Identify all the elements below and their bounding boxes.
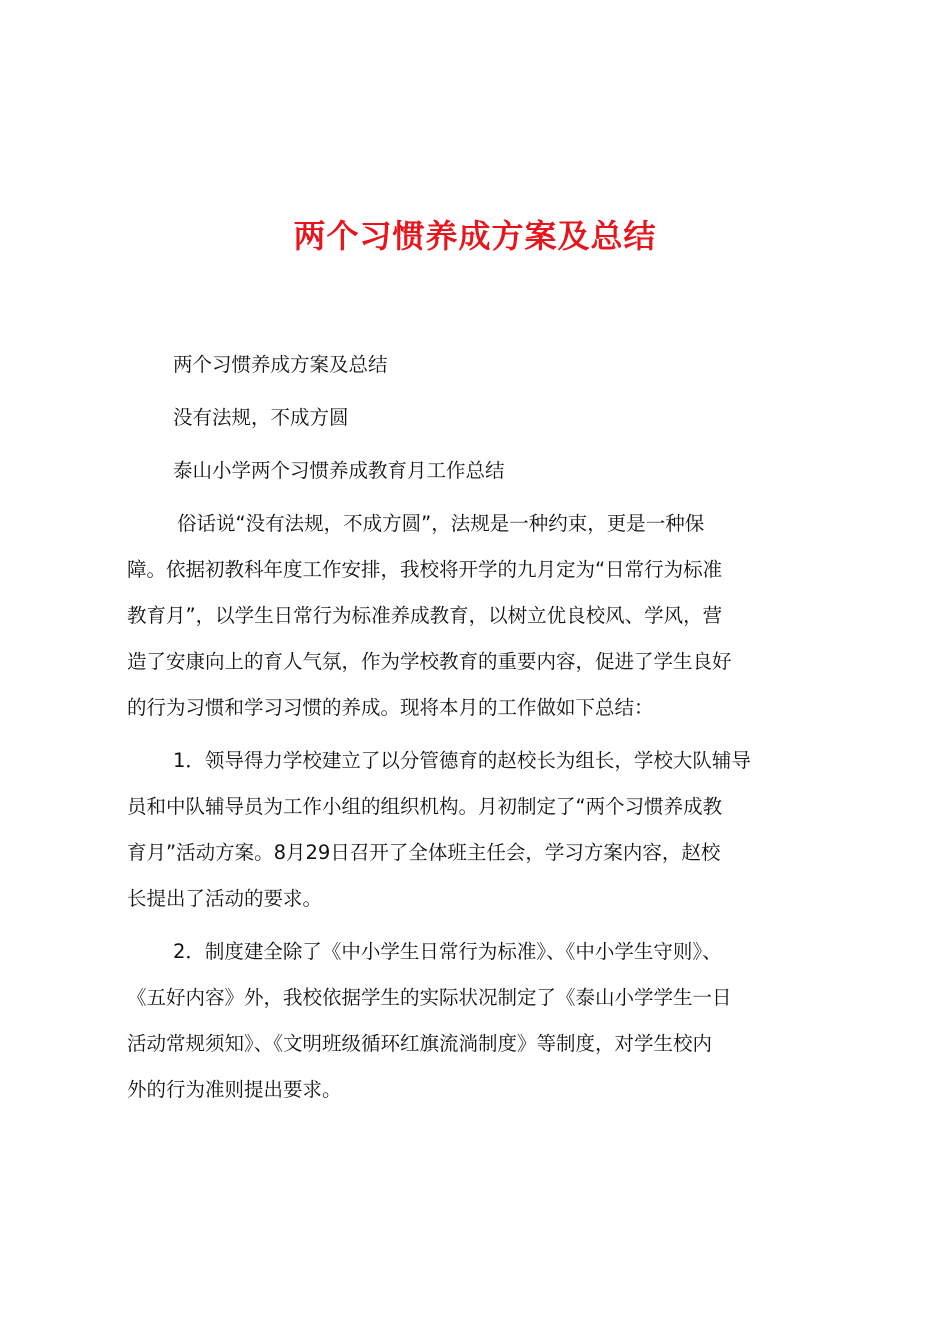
paragraph-line: 造了安康向上的育人气氛，作为学校教育的重要内容，促进了学生良好 xyxy=(127,650,732,673)
document-body xyxy=(127,342,829,1113)
paragraph-line: 育月”活动方案。8月29日召开了全体班主任会，学习方案内容，赵校 xyxy=(127,841,721,864)
paragraph-line: 1．领导得力学校建立了以分管德育的赵校长为组长，学校大队辅导 xyxy=(173,749,751,772)
paragraph-1 xyxy=(127,738,829,922)
paragraph-line: 外的行为准则提出要求。 xyxy=(127,1078,342,1101)
paragraph-line: 活动常规须知》、《文明班级循环红旗流淌制度》等制度，对学生校内 xyxy=(127,1032,713,1055)
paragraph-line: 障。依据初教科年度工作安排，我校将开学的九月定为“日常行为标准 xyxy=(127,558,723,581)
paragraph-line: 的行为习惯和学习习惯的养成。现将本月的工作做如下总结： xyxy=(127,696,654,719)
paragraph-line: 2．制度建全除了《中小学生日常行为标准》、《中小学生守则》、 xyxy=(173,940,722,963)
paragraph-intro xyxy=(127,501,829,731)
paragraph-line: 长提出了活动的要求。 xyxy=(127,887,323,910)
paragraph-line: 俗话说“没有法规，不成方圆”，法规是一种约束，更是一种保 xyxy=(177,512,705,535)
paragraph-line: 教育月”，以学生日常行为标准养成教育，以树立优良校风、学风，营 xyxy=(127,604,723,627)
paragraph-2 xyxy=(127,929,829,1113)
paragraph-line: 员和中队辅导员为工作小组的组织机构。月初制定了“两个习惯养成教 xyxy=(127,795,723,818)
document-title: 两个习惯养成方案及总结 xyxy=(293,217,657,255)
heading-line: 两个习惯养成方案及总结 xyxy=(173,353,388,376)
heading-line: 没有法规，不成方圆 xyxy=(173,406,349,429)
heading-line: 泰山小学两个习惯养成教育月工作总结 xyxy=(173,459,505,482)
paragraph-line: 《五好内容》外，我校依据学生的实际状况制定了《泰山小学学生一日 xyxy=(127,986,732,1009)
